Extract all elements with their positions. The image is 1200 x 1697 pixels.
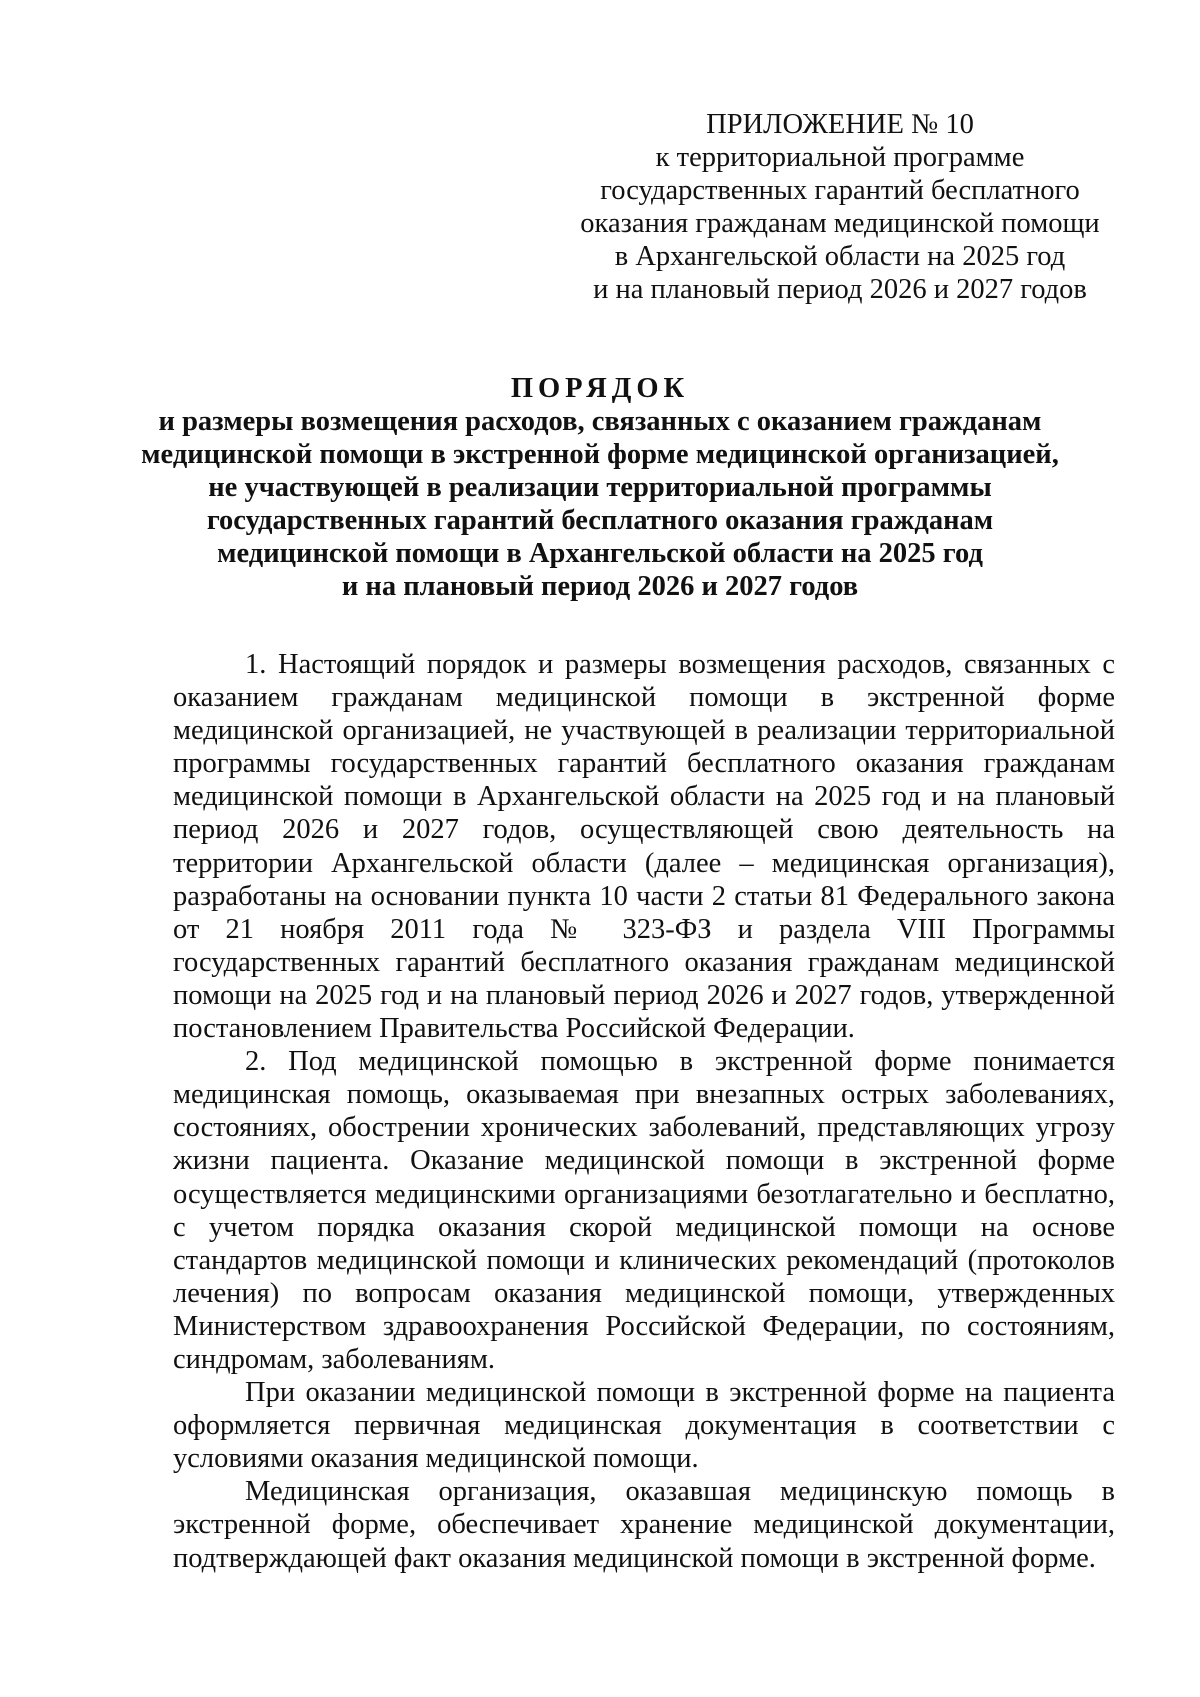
title-line: медицинской помощи в экстренной форме медицинской организацией, bbox=[141, 439, 1059, 470]
annex-reference-line: в Архангельской области на 2025 год bbox=[614, 241, 1066, 272]
annex-reference-line: государственных гарантий бесплатного bbox=[600, 175, 1080, 206]
paragraph-3: При оказании медицинской помощи в экстренной форме на пациента оформляется первичная медицинская документация в соответствии с условиями оказания медицинской помощи. bbox=[173, 1377, 1115, 1475]
annex-header bbox=[560, 108, 1120, 306]
title-line: медицинской помощи в Архангельской области на 2025 год bbox=[217, 538, 983, 569]
document-title bbox=[120, 372, 1080, 603]
paragraph-4: Медицинская организация, оказавшая медицинскую помощь в экстренной форме, обеспечивает хранение медицинской документации, подтверждающей факт оказания медицинской помощи в экстренной форме. bbox=[173, 1476, 1115, 1574]
paragraph-2: 2. Под медицинской помощью в экстренной форме понимается медицинская помощь, оказываемая при внезапных острых заболеваниях, состояниях, обострении хронических заболеваний, представляющих угрозу жизни пациента. Оказание медицинской помощи в экстренной форме осуществляется медицинскими организациями безотлагательно и бесплатно, с учетом порядка оказания скорой медицинской помощи на основе стандартов медицинской помощи и клинических рекомендаций (протоколов лечения) по вопросам оказания медицинской помощи, утвержденных Министерством здравоохранения Российской Федерации, по состояниям, синдромам, заболеваниям. bbox=[173, 1046, 1115, 1375]
paragraph-1: 1. Настоящий порядок и размеры возмещения расходов, связанных с оказанием гражданам медицинской помощи в экстренной форме медицинской организацией, не участвующей в реализации территориальной программы государственных гарантий бесплатного оказания гражданам медицинской помощи в Архангельской области на 2025 год и на плановый период 2026 и 2027 годов, осуществляющей свою деятельность на территории Архангельской области (далее – медицинская организация), разработаны на основании пункта 10 части 2 статьи 81 Федерального закона от 21 ноября 2011 года № 323-ФЗ и раздела VIII Программы государственных гарантий бесплатного оказания гражданам медицинской помощи на 2025 год и на плановый период 2026 и 2027 годов, утвержденной постановлением Правительства Российской Федерации. bbox=[173, 649, 1115, 1045]
title-heading: ПОРЯДОК bbox=[510, 373, 690, 404]
annex-number: ПРИЛОЖЕНИЕ № 10 bbox=[706, 109, 974, 140]
annex-reference-line: и на плановый период 2026 и 2027 годов bbox=[593, 274, 1087, 305]
document-body bbox=[173, 648, 1115, 1575]
annex-reference-line: оказания гражданам медицинской помощи bbox=[580, 208, 1100, 239]
annex-reference-line: к территориальной программе bbox=[655, 142, 1025, 173]
title-line: государственных гарантий бесплатного оказания гражданам bbox=[206, 505, 994, 536]
title-line: и на плановый период 2026 и 2027 годов bbox=[341, 571, 859, 602]
title-line: и размеры возмещения расходов, связанных с оказанием гражданам bbox=[158, 406, 1042, 437]
title-line: не участвующей в реализации территориальной программы bbox=[208, 472, 992, 503]
